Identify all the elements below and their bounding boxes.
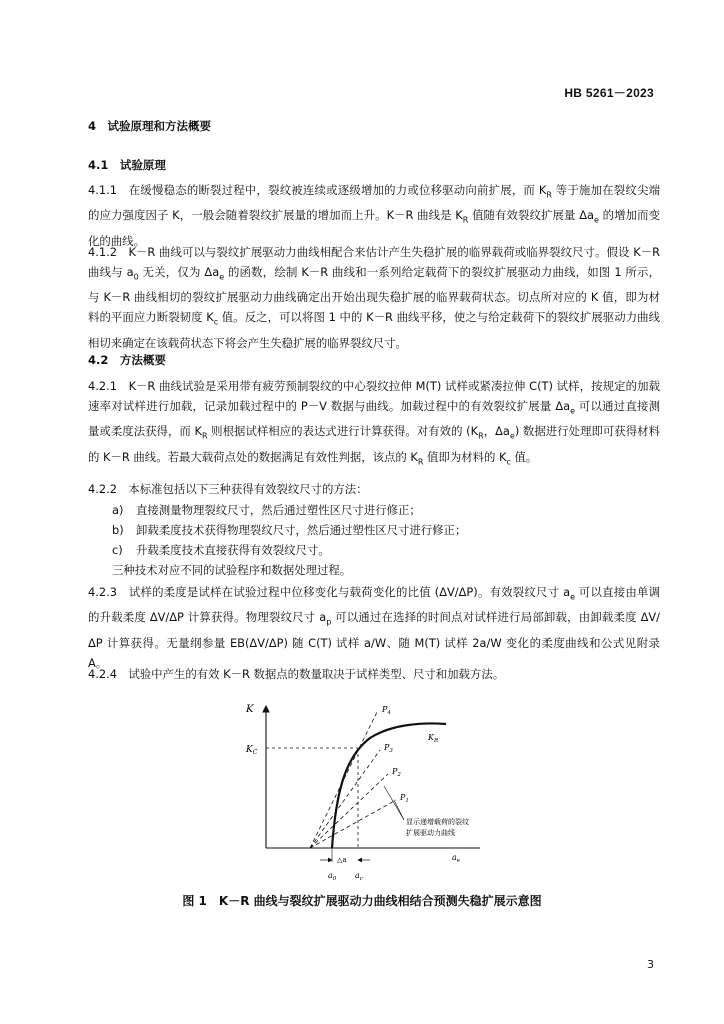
paragraph-4-2-2: 4.2.2 本标准包括以下三种获得有效裂纹尺寸的方法： (88, 482, 368, 496)
driving-force-curve-p2 (310, 774, 388, 848)
figure-caption: 图 1 K－R 曲线与裂纹扩展驱动力曲线相结合预测失稳扩展示意图 (182, 894, 542, 908)
section-4-1-title: 4.1 试验原理 (88, 158, 166, 172)
driving-force-curve-p3 (310, 750, 380, 848)
paragraph-4-1-1: 4.1.1 在缓慢稳态的断裂过程中，裂纹被连续或逐级增加的力或位移驱动向前扩展，而 $K_R$ 等于施加在裂纹尖端的应力强度因子 K，一般会随着裂纹扩展量的增加而上升。K－R 曲线是 $K_R$ 值随有效裂纹扩展量 $\Delta a_e$ 的增加而变化的曲线。 (88, 183, 661, 248)
note-leader-line (394, 800, 404, 820)
p3-label: $P_3$ (384, 743, 393, 754)
paragraph-4-2-3: 4.2.3 试样的柔度是试样在试验过程中位移变化与载荷变化的比值 (ΔV/ΔP)。有效裂纹尺寸 $a_e$ 可以直接由单调的升载柔度 ΔV/ΔP 计算获得。物理裂纹尺寸 $a_p$ 可以通过在选择的时间点对试样进行局部卸载，由卸载柔度 ΔV/ΔP 计算获得。无量纲参量 EB(ΔV/ΔP) 随 C(T) 试样 a/W、随 M(T) 试样 2a/W 变化的柔度曲线和公式见附录 A。 (88, 585, 660, 670)
p4-label: $P_4$ (382, 705, 391, 716)
delta-a-label: △a (337, 856, 347, 864)
kr-label: $K_R$ (428, 733, 439, 744)
note-leader-line (384, 786, 404, 820)
ac-label: $a_c$ (355, 871, 363, 882)
kr-curve-figure (240, 702, 500, 882)
x-axis-label: $a_e$ (452, 853, 461, 864)
list-item: b) 卸载柔度技术获得物理裂纹尺寸，然后通过塑性区尺寸进行修正； (112, 523, 467, 537)
p2-label: $P_2$ (392, 767, 401, 778)
note-label-line-1: 显示递增载荷的裂纹 (406, 818, 469, 826)
standard-code: HB 5261－2023 (564, 86, 654, 100)
paragraph-4-1-2: 4.1.2 K－R 曲线可以与裂纹扩展驱动力曲线相配合来估计产生失稳扩展的临界载荷或临界裂纹尺寸。假设 K－R 曲线与 $a_0$ 无关，仅为 $\Delta a_e$ 的函数，绘制 K－R 曲线和一系列给定载荷下的裂纹扩展驱动力曲线，如图 1 所示，与 K－R 曲线相切的裂纹扩展驱动力曲线确定出开始出现失稳扩展的临界载荷状态。切点所对应的 K 值，即为材料的平面应力断裂韧度 $K_c$ 值。反之，可以将图 1 中的 K－R 曲线平移，使之与给定载荷下的裂纹扩展驱动力曲线相切来确定在该载荷状态下将会产生失稳扩展的临界裂纹尺寸。 (88, 245, 660, 350)
paragraph-4-2-2-note: 三种技术对应不同的试验程序和数据处理过程。 (112, 563, 352, 577)
a0-label: $a_0$ (328, 871, 337, 882)
kc-label: $K_C$ (246, 745, 258, 756)
paragraph-4-2-1: 4.2.1 K－R 曲线试验是采用带有疲劳预制裂纹的中心裂纹拉伸 M(T) 试样或紧凑拉伸 C(T) 试样，按规定的加载速率对试样进行加载，记录加载过程中的 P－V 数据与曲线。加载过程中的有效裂纹扩展量 $\Delta a_e$ 可以通过直接测量或柔度法获得，而 $K_R$ 则根据试样相应的表达式进行计算获得。对有效的 ($K_R$，$\Delta a_e$) 数据进行处理即可获得材料的 K－R 曲线。若最大载荷点处的数据满足有效性判据，该点的 $K_R$ 值即为材料的 $K_c$ 值。 (88, 379, 660, 466)
section-4-2-title: 4.2 方法概要 (88, 353, 166, 367)
page-number: 3 (647, 958, 654, 971)
list-item: a) 直接测量物理裂纹尺寸，然后通过塑性区尺寸进行修正； (112, 503, 421, 517)
y-axis-label: K (246, 704, 254, 715)
note-label-line-2: 扩展驱动力曲线 (406, 829, 455, 837)
paragraph-4-2-4: 4.2.4 试验中产生的有效 K－R 数据点的数量取决于试样类型、尺寸和加载方法。 (88, 667, 505, 681)
p1-label: $P_1$ (400, 793, 409, 804)
list-item: c) 升载柔度技术直接获得有效裂纹尺寸。 (112, 543, 330, 557)
section-4-title: 4 试验原理和方法概要 (88, 119, 212, 133)
